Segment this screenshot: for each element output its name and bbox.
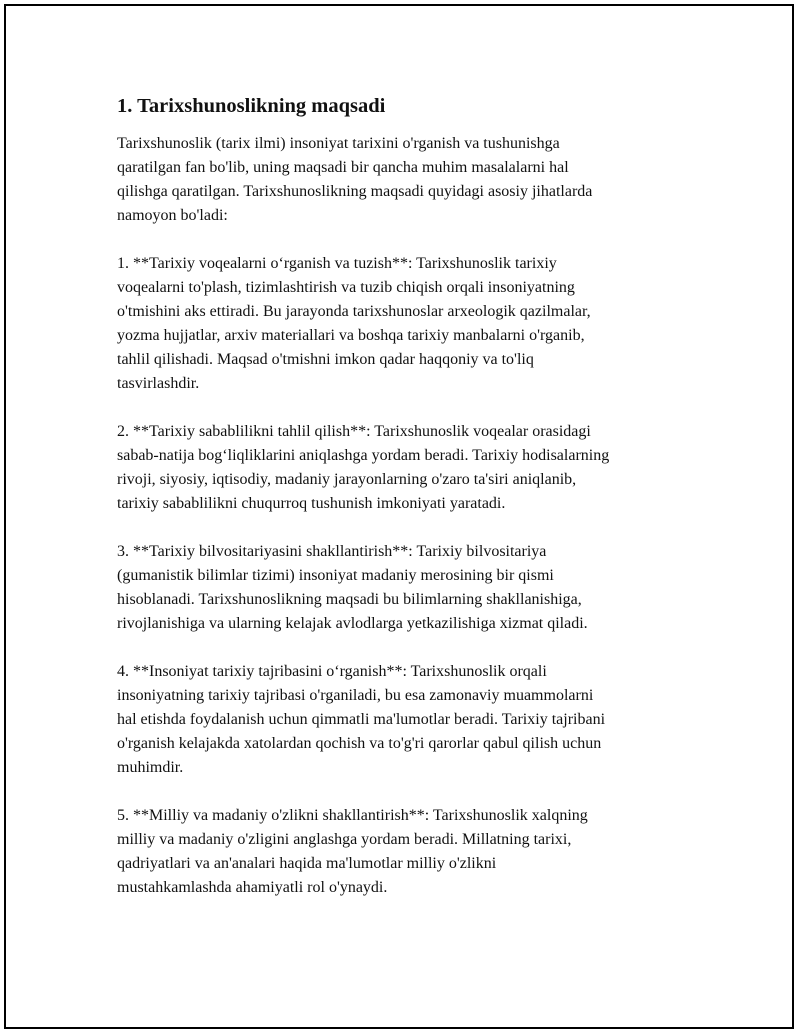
text-line: qilishga qaratilgan. Tarixshunoslikning maqsadi quyidagi asosiy jihatlarda [117,183,593,200]
text-line: sabab-natija bog‘liqliklarini aniqlashga yordam beradi. Tarixiy hodisalarning [117,447,610,464]
point-3-paragraph [117,540,697,636]
document-body [117,92,697,900]
text-line: namoyon bo'ladi: [117,207,228,224]
text-line: qaratilgan fan bo'lib, uning maqsadi bir qancha muhim masalalarni hal [117,159,569,176]
intro-paragraph [117,132,697,228]
point-4-paragraph [117,660,697,780]
text-line: milliy va madaniy o'zligini anglashga yordam beradi. Millatning tarixi, [117,831,572,848]
text-line: 4. **Insoniyat tarixiy tajribasini o‘rganish**: Tarixshunoslik orqali [117,663,547,680]
text-line: 3. **Tarixiy bilvositariyasini shakllantirish**: Tarixiy bilvositariya [117,543,547,560]
text-line: rivojlanishiga va ularning kelajak avlodlarga yetkazilishiga xizmat qiladi. [117,615,588,632]
text-line: muhimdir. [117,759,184,776]
text-line: rivoji, siyosiy, iqtisodiy, madaniy jarayonlarning o'zaro ta'siri aniqlanib, [117,471,577,488]
text-line: yozma hujjatlar, arxiv materiallari va boshqa tarixiy manbalarni o'rganib, [117,327,585,344]
text-line: 5. **Milliy va madaniy o'zlikni shakllantirish**: Tarixshunoslik xalqning [117,807,588,824]
text-line: tahlil qilishadi. Maqsad o'tmishni imkon qadar haqqoniy va to'liq [117,351,534,368]
section-heading: 1. Tarixshunoslikning maqsadi [117,95,386,117]
text-line: voqealarni to'plash, tizimlashtirish va tuzib chiqish orqali insoniyatning [117,279,575,296]
text-line: 2. **Tarixiy sabablilikni tahlil qilish**: Tarixshunoslik voqealar orasidagi [117,423,591,440]
text-line: tarixiy sabablilikni chuqurroq tushunish imkoniyati yaratadi. [117,495,506,512]
text-line: mustahkamlashda ahamiyatli rol o'ynaydi. [117,879,388,896]
point-1-paragraph [117,252,697,396]
text-line: tasvirlashdir. [117,375,200,392]
text-line: Tarixshunoslik (tarix ilmi) insoniyat tarixini o'rganish va tushunishga [117,135,560,152]
text-line: 1. **Tarixiy voqealarni o‘rganish va tuzish**: Tarixshunoslik tarixiy [117,255,557,272]
text-line: qadriyatlari va an'analari haqida ma'lumotlar milliy o'zlikni [117,855,497,872]
point-2-paragraph [117,420,697,516]
text-line: o'tmishini aks ettiradi. Bu jarayonda tarixshunoslar arxeologik qazilmalar, [117,303,591,320]
point-5-paragraph [117,804,697,900]
text-line: hisoblanadi. Tarixshunoslikning maqsadi bu bilimlarning shakllanishiga, [117,591,582,608]
text-line: insoniyatning tarixiy tajribasi o'rganiladi, bu esa zamonaviy muammolarni [117,687,594,704]
text-line: (gumanistik bilimlar tizimi) insoniyat madaniy merosining bir qismi [117,567,554,584]
text-line: o'rganish kelajakda xatolardan qochish va to'g'ri qarorlar qabul qilish uchun [117,735,602,752]
text-line: hal etishda foydalanish uchun qimmatli ma'lumotlar beradi. Tarixiy tajribani [117,711,606,728]
